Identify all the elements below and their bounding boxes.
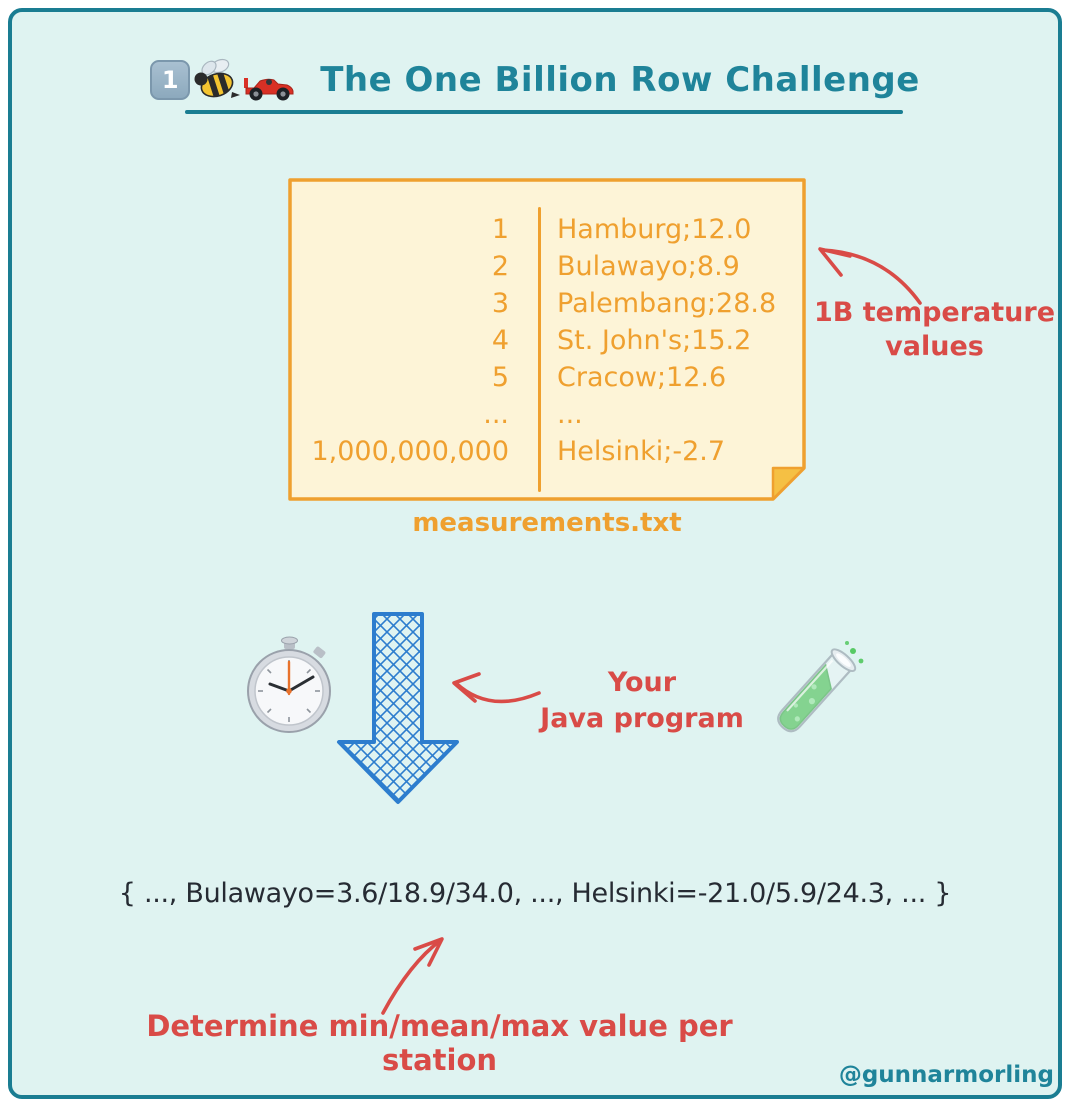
- line-value: Hamburg;12.0: [557, 214, 752, 245]
- line-value: St. John's;15.2: [557, 325, 752, 356]
- line-value: Helsinki;-2.7: [557, 436, 726, 467]
- arrow-to-file-icon: [820, 249, 920, 303]
- line-number: 1,000,000,000: [311, 436, 509, 467]
- line-value: ...: [557, 399, 583, 430]
- file-row: [287, 396, 807, 433]
- file-row: [287, 433, 807, 470]
- file-row: [287, 211, 807, 248]
- values-annotation-line1: 1B temperature: [813, 297, 1056, 328]
- file-row: [287, 248, 807, 285]
- frame-border: [8, 8, 1062, 1099]
- program-annotation: [512, 665, 772, 737]
- program-annotation-line2: Java program: [540, 703, 744, 734]
- arrow-to-result-icon: [383, 939, 442, 1013]
- stopwatch-icon: [246, 636, 332, 736]
- measurements-file-card: [287, 177, 807, 502]
- file-row: [287, 322, 807, 359]
- header-icons: [150, 56, 294, 104]
- values-annotation: [807, 296, 1062, 364]
- line-number: 1: [491, 214, 509, 245]
- program-annotation-line1: Your: [607, 667, 677, 698]
- line-number: ...: [483, 399, 509, 430]
- line-number: 3: [491, 288, 509, 319]
- line-value: Palembang;28.8: [557, 288, 777, 319]
- file-row: [287, 359, 807, 396]
- line-value: Bulawayo;8.9: [557, 251, 740, 282]
- line-number: 5: [491, 362, 509, 393]
- header: [12, 56, 1058, 104]
- line-number: 2: [491, 251, 509, 282]
- result-output-text: { ..., Bulawayo=3.6/18.9/34.0, ..., Helsinki=-21.0/5.9/24.3, ... }: [118, 878, 952, 909]
- keycap-1-icon: 1: [150, 60, 190, 100]
- title-underline: [185, 110, 903, 114]
- filename-caption: measurements.txt: [412, 508, 682, 538]
- line-value: Cracow;12.6: [557, 362, 727, 393]
- race-car-icon: [242, 70, 294, 102]
- test-tube-icon: [754, 638, 872, 752]
- task-annotation: Determine min/mean/max value per station: [146, 1009, 733, 1077]
- values-annotation-line2: values: [885, 331, 984, 362]
- author-credit: @gunnarmorling: [838, 1062, 1054, 1088]
- crosshatch-down-arrow-icon: [335, 606, 463, 808]
- file-row: [287, 285, 807, 322]
- line-number: 4: [491, 325, 509, 356]
- file-rows: [287, 211, 807, 470]
- bee-icon: [190, 56, 242, 104]
- page-title: The One Billion Row Challenge: [320, 60, 920, 100]
